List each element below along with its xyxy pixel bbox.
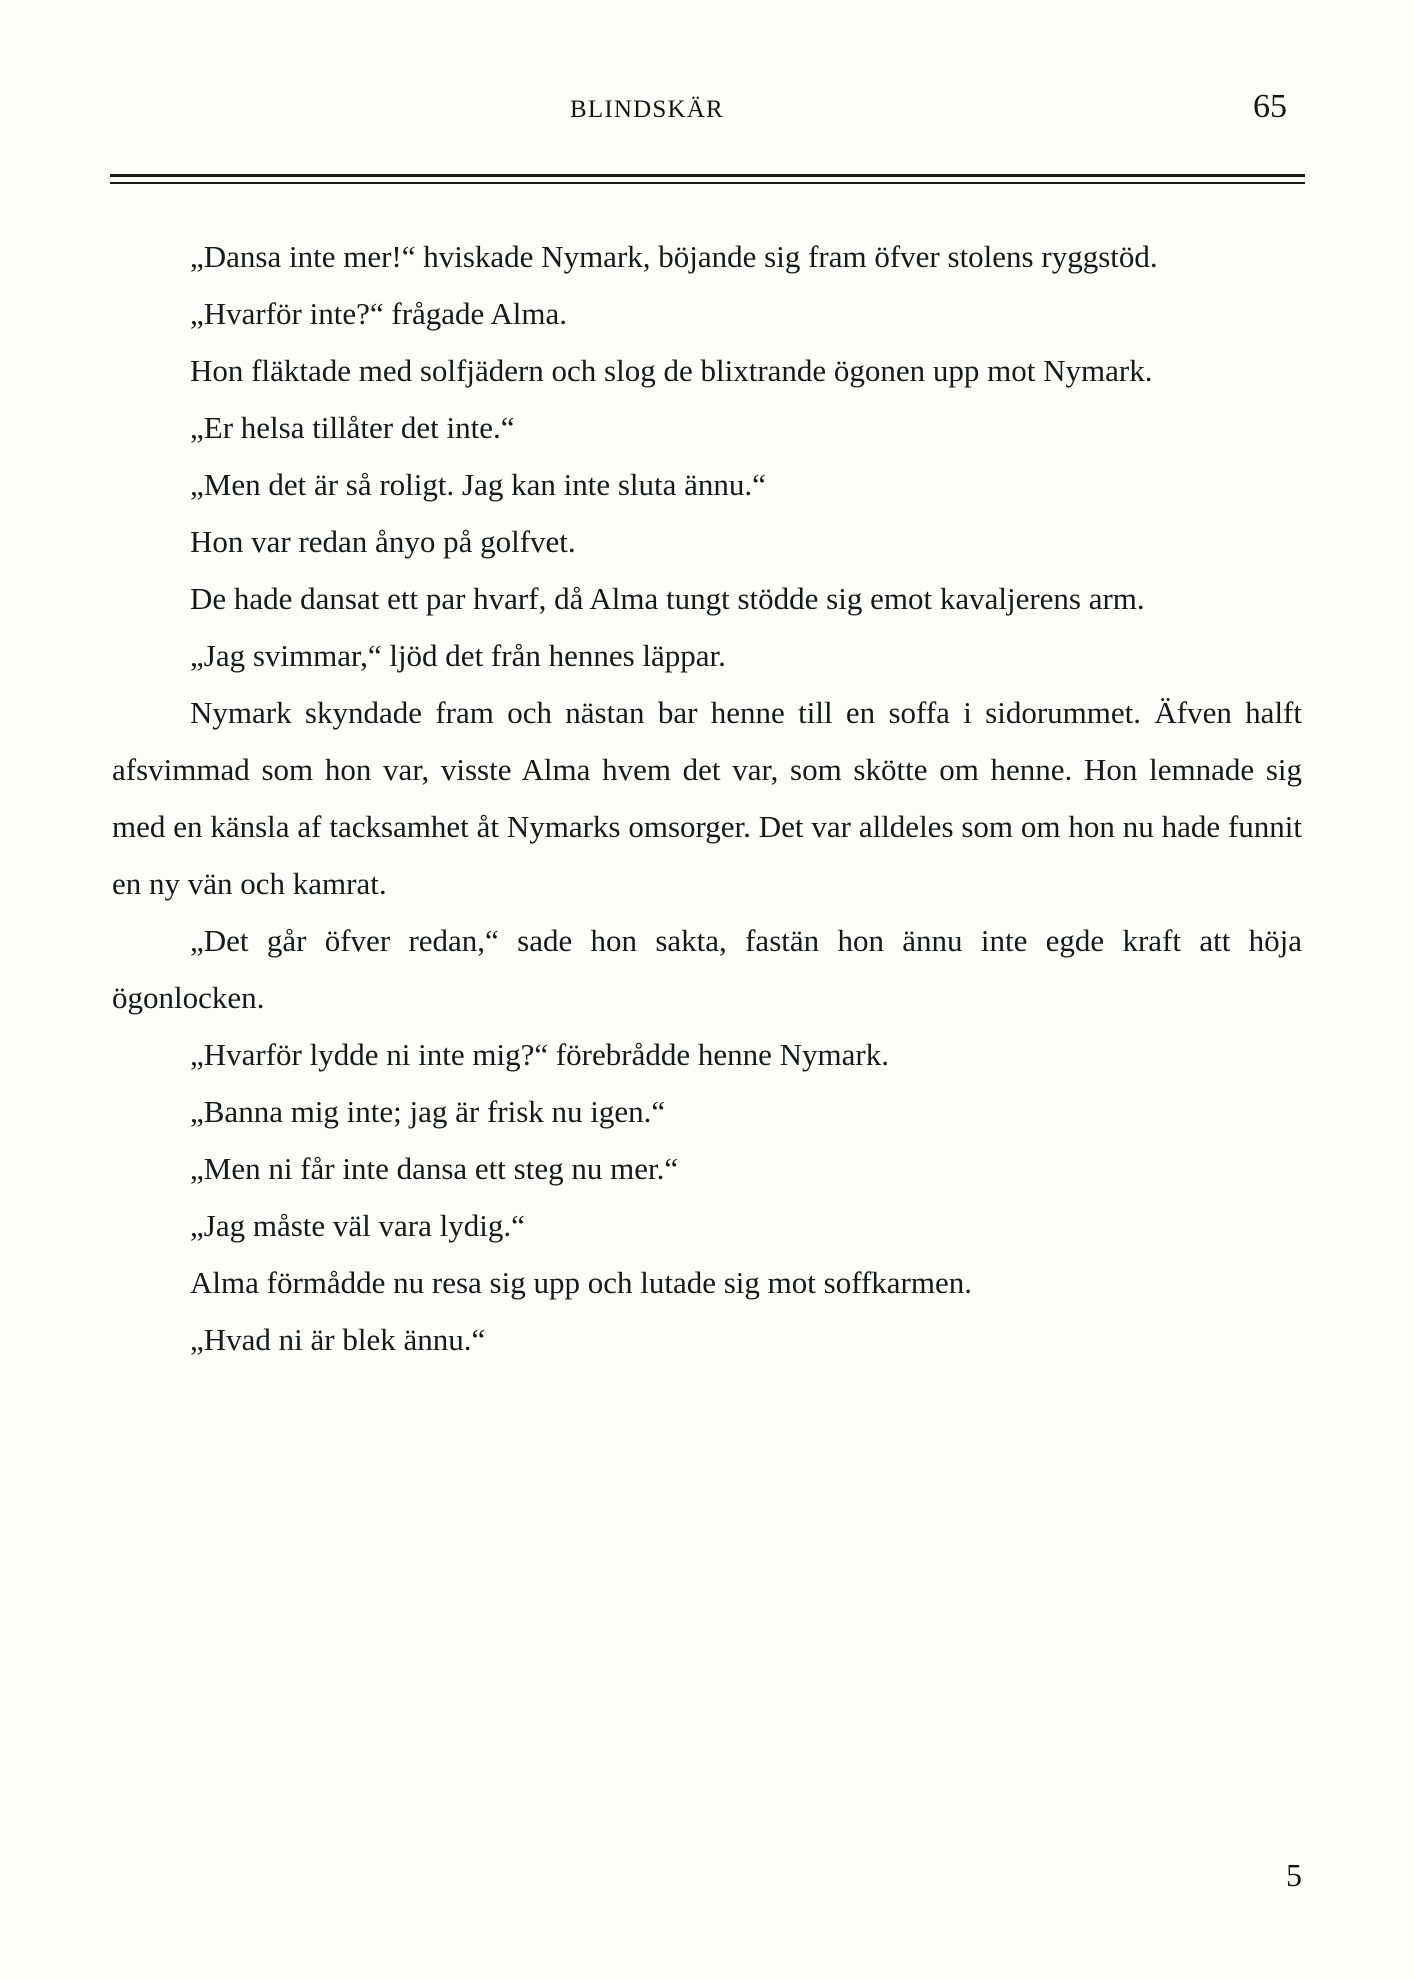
paragraph: „Banna mig inte; jag är frisk nu igen.“: [190, 1094, 666, 1129]
paragraph: „Hvarför lydde ni inte mig?“ förebrådde henne Nymark.: [190, 1037, 889, 1072]
running-head: BLINDSKÄR: [570, 96, 724, 123]
paragraph: „Jag måste väl vara lydig.“: [190, 1208, 525, 1243]
paragraph: Nymark skyndade fram och nästan bar henne till en soffa i sidorummet. Äfven halft afsvimmad som hon var, visste Alma hvem det var, som skötte om henne. Hon lemnade sig med en känsla af tacksamhet åt Nymarks omsorger. Det var alldeles som om hon nu hade funnit en ny vän och kamrat.: [112, 695, 1302, 901]
paragraph: „Jag svimmar,“ ljöd det från hennes läppar.: [190, 638, 726, 673]
paragraph: „Det går öfver redan,“ sade hon sakta, fastän hon ännu inte egde kraft att höja ögonlocken.: [112, 923, 1302, 1015]
paragraph: Alma förmådde nu resa sig upp och lutade sig mot soffkarmen.: [190, 1265, 972, 1300]
header-rule-thin: [110, 182, 1305, 184]
page-number: 65: [1253, 88, 1287, 125]
paragraph: „Men ni får inte dansa ett steg nu mer.“: [190, 1151, 679, 1186]
signature-mark: 5: [1286, 1857, 1302, 1893]
paragraph: „Men det är så roligt. Jag kan inte sluta ännu.“: [190, 467, 766, 502]
paragraph: De hade dansat ett par hvarf, då Alma tungt stödde sig emot kavaljerens arm.: [190, 581, 1145, 616]
paragraph: Hon fläktade med solfjädern och slog de blixtrande ögonen upp mot Nymark.: [190, 353, 1153, 388]
paragraph: „Hvarför inte?“ frågade Alma.: [190, 296, 567, 331]
paragraph: Hon var redan ånyo på golfvet.: [190, 524, 576, 559]
paragraph: „Er helsa tillåter det inte.“: [190, 410, 515, 445]
page-header: [110, 88, 1305, 136]
paragraph: „Hvad ni är blek ännu.“: [190, 1322, 486, 1357]
header-rule-thick: [110, 174, 1305, 177]
paragraph: „Dansa inte mer!“ hviskade Nymark, böjande sig fram öfver stolens ryggstöd.: [190, 239, 1158, 274]
body-text: [112, 228, 1302, 1368]
